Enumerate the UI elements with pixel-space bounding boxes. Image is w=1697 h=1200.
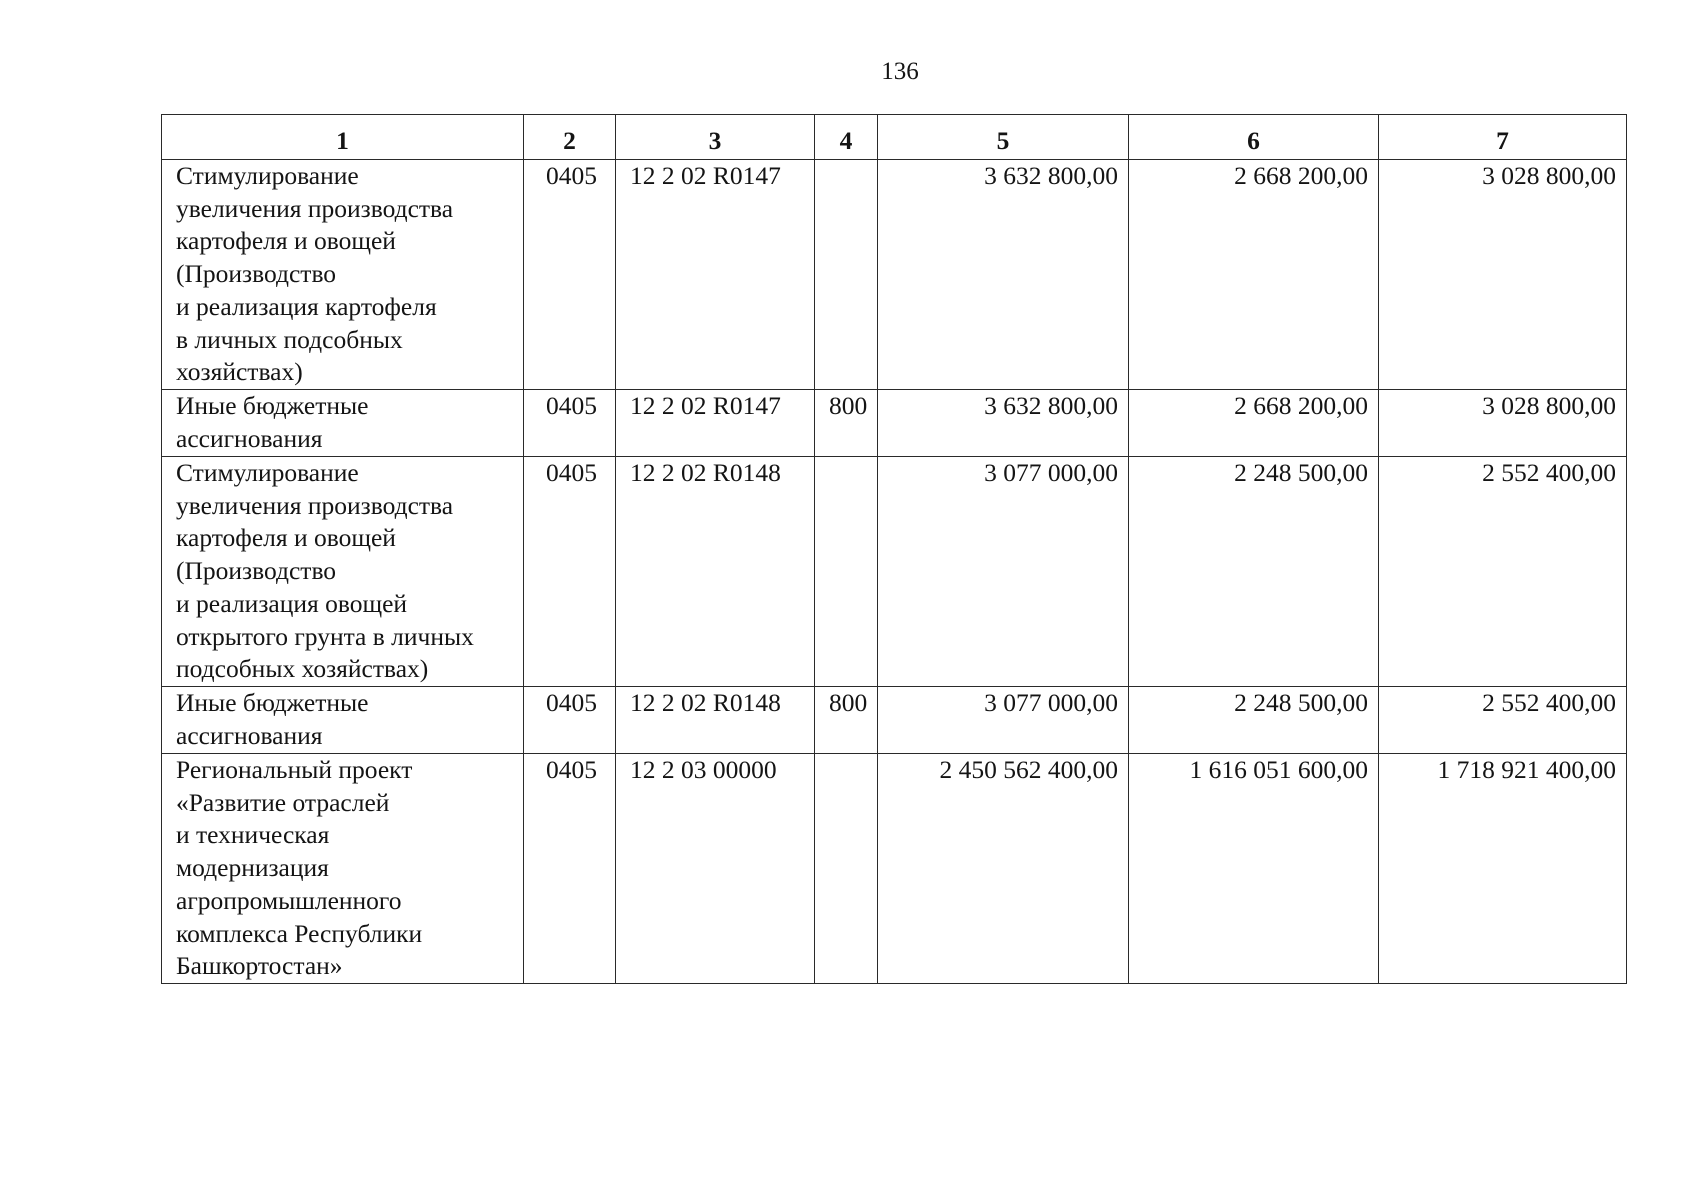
item-name-cell xyxy=(162,687,524,754)
amount-1-cell: 3 632 800,00 xyxy=(878,390,1129,457)
item-name-cell xyxy=(162,390,524,457)
amount-1-cell: 3 077 000,00 xyxy=(878,687,1129,754)
table-row xyxy=(162,160,1627,390)
table-row xyxy=(162,687,1627,754)
item-name-line: ассигнования xyxy=(176,720,323,750)
target-code-cell: 12 2 02 R0148 xyxy=(616,457,815,687)
column-header-3: 3 xyxy=(616,115,815,160)
item-name-line: увеличения производства xyxy=(176,490,454,520)
item-name-line: Иные бюджетные xyxy=(176,688,369,717)
expense-type-cell xyxy=(815,160,878,390)
target-code-cell: 12 2 02 R0147 xyxy=(616,160,815,390)
item-name-line: и техническая xyxy=(176,820,330,850)
section-code-cell: 0405 xyxy=(524,754,616,984)
budget-table xyxy=(161,114,1627,984)
amount-2-cell: 2 668 200,00 xyxy=(1129,390,1379,457)
amount-3-cell: 3 028 800,00 xyxy=(1379,390,1627,457)
amount-3-cell: 3 028 800,00 xyxy=(1379,160,1627,390)
target-code-cell: 12 2 02 R0148 xyxy=(616,687,815,754)
amount-1-cell: 3 077 000,00 xyxy=(878,457,1129,687)
expense-type-cell: 800 xyxy=(815,687,878,754)
amount-3-cell: 2 552 400,00 xyxy=(1379,687,1627,754)
item-name-line: и реализация картофеля xyxy=(176,291,437,321)
amount-2-cell: 2 248 500,00 xyxy=(1129,687,1379,754)
table-row xyxy=(162,457,1627,687)
column-header-1: 1 xyxy=(162,115,524,160)
item-name-line: Стимулирование xyxy=(176,458,359,487)
page-number: 136 xyxy=(881,58,919,85)
item-name-line: Региональный проект xyxy=(176,755,413,784)
item-name-line: открытого грунта в личных xyxy=(176,621,474,651)
section-code-cell: 0405 xyxy=(524,687,616,754)
item-name-line: подсобных хозяйствах) xyxy=(176,654,429,684)
amount-2-cell: 1 616 051 600,00 xyxy=(1129,754,1379,984)
item-name-line: картофеля и овощей xyxy=(176,226,396,256)
item-name-line: и реализация овощей xyxy=(176,588,408,618)
item-name-line: Башкортостан» xyxy=(176,951,343,981)
item-name-line: модернизация xyxy=(176,853,329,883)
item-name-line: Стимулирование xyxy=(176,161,359,190)
column-header-6: 6 xyxy=(1129,115,1379,160)
item-name-line: в личных подсобных xyxy=(176,324,403,354)
item-name-line: картофеля и овощей xyxy=(176,523,396,553)
expense-type-cell: 800 xyxy=(815,390,878,457)
amount-1-cell: 3 632 800,00 xyxy=(878,160,1129,390)
expense-type-cell xyxy=(815,457,878,687)
table-row xyxy=(162,754,1627,984)
item-name-line: увеличения производства xyxy=(176,193,454,223)
item-name-line: (Производство xyxy=(176,259,337,289)
expense-type-cell xyxy=(815,754,878,984)
target-code-cell: 12 2 03 00000 xyxy=(616,754,815,984)
amount-2-cell: 2 668 200,00 xyxy=(1129,160,1379,390)
item-name-line: (Производство xyxy=(176,556,337,586)
amount-2-cell: 2 248 500,00 xyxy=(1129,457,1379,687)
item-name-line: хозяйствах) xyxy=(176,357,303,387)
item-name-cell xyxy=(162,754,524,984)
item-name-line: Иные бюджетные xyxy=(176,391,369,420)
item-name-line: агропромышленного xyxy=(176,885,402,915)
amount-1-cell: 2 450 562 400,00 xyxy=(878,754,1129,984)
section-code-cell: 0405 xyxy=(524,160,616,390)
item-name-line: комплекса Республики xyxy=(176,918,423,948)
column-header-2: 2 xyxy=(524,115,616,160)
item-name-line: «Развитие отраслей xyxy=(176,787,390,817)
column-header-5: 5 xyxy=(878,115,1129,160)
amount-3-cell: 2 552 400,00 xyxy=(1379,457,1627,687)
amount-3-cell: 1 718 921 400,00 xyxy=(1379,754,1627,984)
column-header-7: 7 xyxy=(1379,115,1627,160)
table-row xyxy=(162,390,1627,457)
section-code-cell: 0405 xyxy=(524,390,616,457)
section-code-cell: 0405 xyxy=(524,457,616,687)
target-code-cell: 12 2 02 R0147 xyxy=(616,390,815,457)
column-header-4: 4 xyxy=(815,115,878,160)
item-name-cell xyxy=(162,457,524,687)
header-row xyxy=(162,115,1627,160)
item-name-line: ассигнования xyxy=(176,423,323,453)
item-name-cell xyxy=(162,160,524,390)
